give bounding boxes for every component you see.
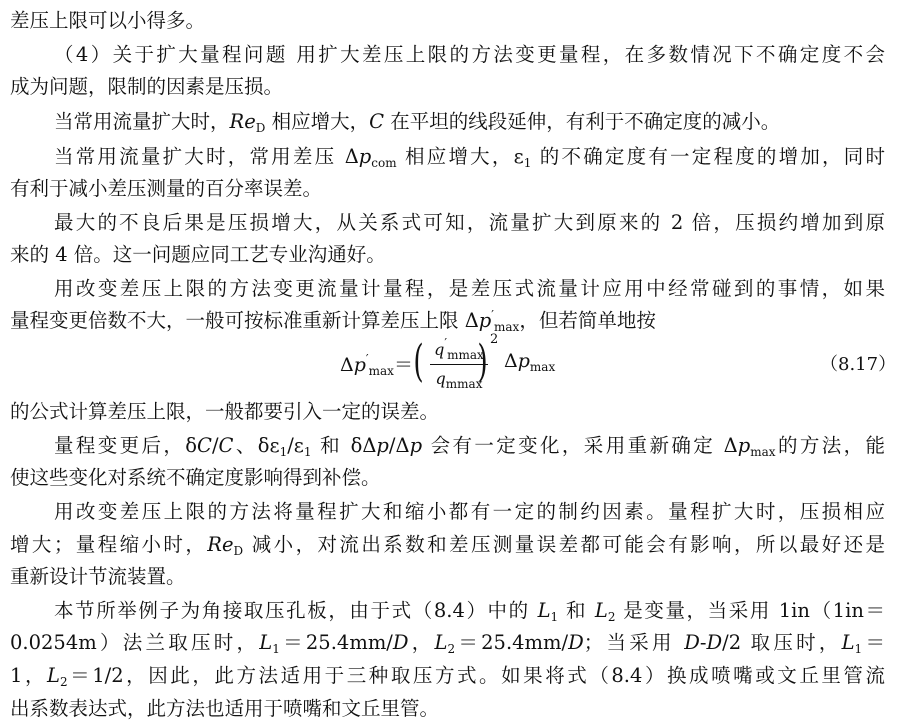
math-symbol: D [706, 631, 723, 654]
text-span: ＝ [862, 631, 885, 654]
text-span: 是变量，当采用 1in（1in＝ [615, 599, 885, 622]
math-subscript: D [255, 121, 266, 135]
math-symbol: Δ [504, 350, 518, 372]
math-symbol: L [434, 631, 448, 654]
text-line: 重新设计节流装置。 [10, 565, 186, 588]
math-symbol: p [376, 434, 389, 457]
text-span: 和 δΔ [311, 434, 377, 457]
math-subscript: 1 [272, 642, 280, 656]
text-line: 成为问题，限制的因素是压损。 [10, 75, 284, 98]
math-symbol: p [409, 434, 423, 457]
text-span: / [211, 434, 219, 457]
math-subscript: 2 [607, 610, 616, 624]
text-span: ＝1/2，因此，此方法适用于三种取压方式。如果将式（8.4）换成喷嘴或文丘里管流 [67, 664, 885, 687]
math-subscript: D [233, 544, 244, 558]
text-line [54, 596, 885, 626]
equation-lhs [340, 350, 413, 377]
math-prime: ′ [444, 336, 448, 350]
text-line [54, 142, 885, 172]
math-symbol: L [47, 664, 60, 687]
math-subscript: max [494, 320, 520, 334]
math-subscript: 1 [523, 156, 532, 170]
math-subscript: 1 [854, 642, 863, 656]
text-span: ＝25.4mm/ [279, 631, 393, 654]
text-line [54, 107, 885, 137]
math-symbol: C [197, 434, 212, 457]
math-subscript: max [529, 360, 556, 374]
text-span: 的不确定度有一定程度的增加，同时 [531, 145, 885, 168]
text-span: 、δε [233, 434, 280, 457]
text-line [10, 530, 885, 560]
right-paren: ) [477, 336, 488, 387]
text-line [54, 431, 885, 461]
text-span: 0.0254m）法兰取压时， [10, 631, 260, 654]
text-span: ， [408, 631, 435, 654]
text-span: 相应增大，ε [396, 145, 524, 168]
math-subscript: max [368, 364, 394, 378]
equation-rhs [504, 350, 555, 372]
math-subscript: 1 [303, 445, 312, 459]
section-heading: （4）关于扩大量程问题 [54, 43, 288, 66]
text-line [10, 661, 885, 691]
text-span: /ε [287, 434, 304, 457]
text-span: /Δ [388, 434, 410, 457]
text-line: 用改变差压上限的方法将量程扩大和缩小都有一定的制约因素。量程扩大时，压损相应 [54, 500, 885, 523]
math-subscript: max [750, 445, 776, 459]
exponent: 2 [490, 332, 499, 347]
math-symbol: p [737, 434, 751, 457]
text-span: 会有一定变化，采用重新确定 Δ [422, 434, 738, 457]
equation-number: （8.17） [820, 354, 897, 375]
math-symbol: q [435, 369, 446, 388]
text-span: ；当采用 [583, 631, 685, 654]
math-symbol: C [369, 110, 384, 133]
text-span: 当常用流量扩大时， [54, 110, 230, 133]
text-line: 差压上限可以小得多。 [10, 9, 206, 32]
text-span: 相应增大， [265, 110, 370, 133]
math-symbol: Δ [340, 354, 354, 376]
text-line [10, 628, 885, 658]
text-span: 量程变更后，δ [54, 434, 198, 457]
text-line: 有利于减小差压测量的百分率误差。 [10, 177, 323, 200]
text-span: 减小，对流出系数和差压测量误差都可能会有影响，所以最好还是 [243, 533, 885, 556]
text-line: 使这些变化对系统不确定度影响得到补偿。 [10, 466, 381, 489]
math-prime: ′ [491, 308, 494, 322]
text-span: - [699, 631, 707, 654]
math-subscript: 1 [279, 445, 288, 459]
text-span: 在平坦的线段延伸，有利于不确定度的减小。 [384, 110, 781, 133]
text-span: 和 [558, 599, 595, 622]
text-span: ，但若简单地按 [519, 309, 656, 332]
math-subscript: mmax [447, 348, 484, 362]
math-symbol: q [434, 340, 445, 359]
text-span: 的方法，能 [775, 434, 885, 457]
math-symbol: Re [207, 533, 234, 556]
math-subscript: 2 [447, 642, 456, 656]
text-span: /2 取压时， [722, 631, 842, 654]
text-span: ＝25.4mm/ [455, 631, 569, 654]
math-prime: ′ [365, 352, 369, 366]
math-symbol: C [218, 434, 234, 457]
text-line: 的公式计算差压上限，一般都要引入一定的误差。 [10, 400, 440, 423]
equals-sign: ＝ [393, 354, 413, 376]
math-symbol: L [841, 631, 855, 654]
math-symbol: Re [229, 110, 256, 133]
equation-8-17 [340, 332, 600, 400]
text-span: 当常用流量扩大时，常用差压 Δ [54, 145, 359, 168]
math-symbol: L [259, 631, 273, 654]
math-subscript: com [371, 156, 397, 170]
math-symbol: p [353, 354, 366, 376]
math-symbol: p [478, 309, 492, 332]
text-line: 来的 4 倍。这一问题应同工艺专业沟通好。 [10, 243, 386, 266]
text-span: 用扩大差压上限的方法变更量程，在多数情况下不确定度不会 [296, 43, 885, 66]
text-line: 最大的不良后果是压损增大，从关系式可知，流量扩大到原来的 2 倍，压损约增加到原 [54, 211, 885, 234]
math-symbol: L [537, 599, 551, 622]
math-symbol: p [358, 145, 372, 168]
text-line: 用改变差压上限的方法变更流量计量程，是差压式流量计应用中经常碰到的事情，如果 [54, 277, 885, 300]
math-symbol: D [392, 631, 409, 654]
text-line: 出系数表达式，此方法也适用于喷嘴和文丘里管。 [10, 697, 440, 720]
math-symbol: D [684, 631, 700, 654]
math-subscript: 1 [550, 610, 559, 624]
text-span: 本节所举例子为角接取压孔板，由于式（8.4）中的 [54, 599, 538, 622]
math-subscript: mmax [445, 377, 483, 391]
math-symbol: L [594, 599, 608, 622]
math-subscript: 2 [59, 675, 68, 689]
math-symbol: p [517, 350, 530, 372]
text-span: 1， [10, 664, 48, 687]
text-span: 量程变更倍数不大，一般可按标准重新计算差压上限 Δ [10, 309, 479, 332]
section-heading-line [54, 40, 885, 70]
math-symbol: D [568, 631, 584, 654]
text-span: 增大；量程缩小时， [10, 533, 208, 556]
left-paren: ( [413, 336, 424, 387]
